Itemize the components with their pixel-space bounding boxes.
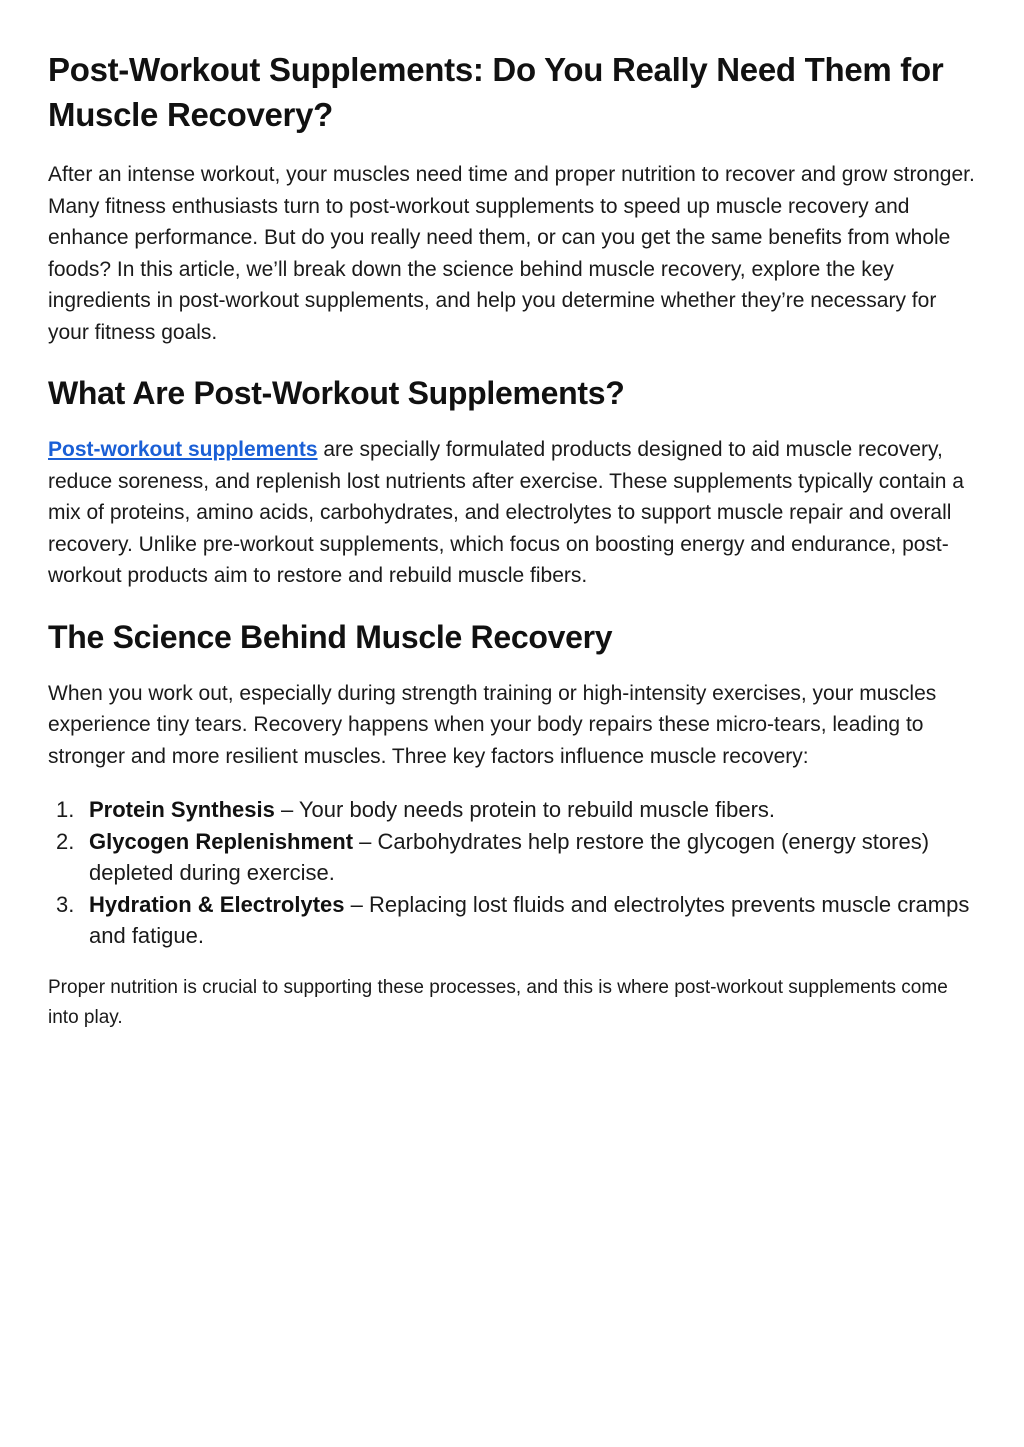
- science-paragraph: When you work out, especially during strength training or high-intensity exercises, your muscles experience tiny tears. Recovery happens when your body repairs these micro-tears, leading to stronger and more resilient muscles. Three key factors influence muscle recovery:: [48, 681, 937, 768]
- list-item-term: Protein Synthesis: [89, 797, 275, 822]
- list-item: [48, 889, 976, 952]
- post-workout-supplements-link[interactable]: Post-workout supplements: [48, 438, 318, 461]
- list-item-text: – Carbohydrates help restore the glycogen (energy stores) depleted during exercise.: [89, 828, 930, 885]
- list-item-number: 2.: [56, 828, 75, 854]
- intro-paragraph: After an intense workout, your muscles need time and proper nutrition to recover and grow stronger. Many fitness enthusiasts turn to post-workout supplements to speed up muscle recovery and enhance performance. But do you really need them, or can you get the same benefits from whole foods? In this article, we’ll break down the science behind muscle recovery, explore the key ingredients in post-workout supplements, and help you determine whether they’re necessary for your fitness goals.: [48, 163, 975, 344]
- closing-paragraph: Proper nutrition is crucial to supporting these processes, and this is where post-workout supplements come into play.: [48, 976, 948, 1028]
- list-item-number: 3.: [56, 891, 75, 917]
- list-item-text: – Your body needs protein to rebuild muscle fibers.: [274, 797, 776, 822]
- list-item-text: – Replacing lost fluids and electrolytes prevents muscle cramps and fatigue.: [89, 891, 970, 948]
- recovery-factors-list: [48, 794, 976, 952]
- list-item: [48, 794, 976, 826]
- section-heading-science: The Science Behind Muscle Recovery: [48, 618, 613, 655]
- definition-text: are specially formulated products designed to aid muscle recovery, reduce soreness, and replenish lost nutrients after exercise. These supplements typically contain a mix of proteins, amino acids, carbohydrates, and electrolytes to support muscle repair and overall recovery. Unlike pre-workout supplements, which focus on boosting energy and endurance, post-workout products aim to restore and rebuild muscle fibers.: [48, 438, 964, 587]
- section-heading-what-are: What Are Post-Workout Supplements?: [48, 375, 625, 411]
- definition-paragraph: [48, 434, 976, 592]
- page-title: Post-Workout Supplements: Do You Really Need Them for Muscle Recovery?: [48, 51, 944, 133]
- list-item: [48, 826, 976, 889]
- list-item-number: 1.: [56, 797, 75, 822]
- list-item-term: Glycogen Replenishment: [89, 828, 354, 854]
- list-item-term: Hydration & Electrolytes: [89, 891, 345, 917]
